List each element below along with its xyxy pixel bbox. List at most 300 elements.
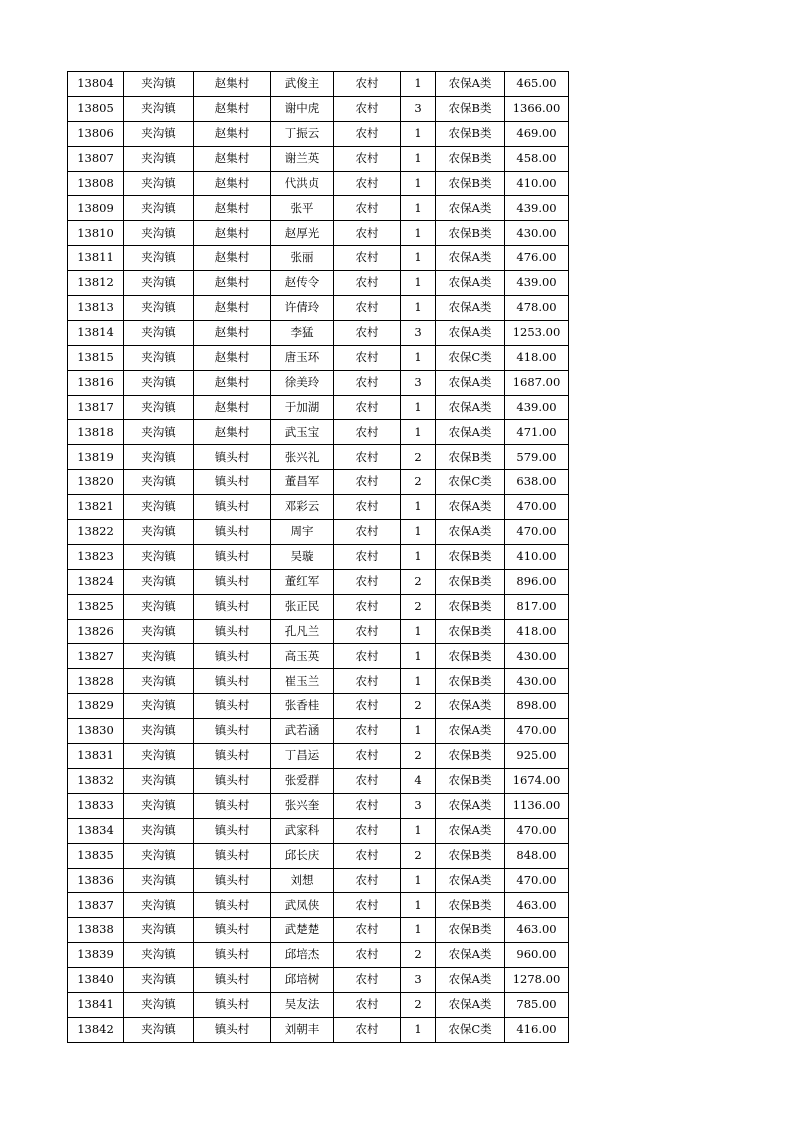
- town-cell: 夹沟镇: [124, 271, 194, 296]
- category-cell: 农保A类: [436, 72, 505, 97]
- village-cell: 镇头村: [194, 893, 271, 918]
- category-cell: 农保B类: [436, 445, 505, 470]
- member-count-cell: 3: [401, 968, 436, 993]
- household-type-cell: 农村: [334, 893, 401, 918]
- name-cell: 邱长庆: [271, 843, 334, 868]
- town-cell: 夹沟镇: [124, 644, 194, 669]
- village-cell: 镇头村: [194, 719, 271, 744]
- category-cell: 农保A类: [436, 943, 505, 968]
- table-row: [68, 420, 569, 445]
- table-row: [68, 544, 569, 569]
- household-type-cell: 农村: [334, 196, 401, 221]
- table-row: [68, 495, 569, 520]
- member-count-cell: 1: [401, 121, 436, 146]
- member-count-cell: 2: [401, 470, 436, 495]
- amount-cell: 1366.00: [505, 96, 569, 121]
- record-id-cell: 13817: [68, 395, 124, 420]
- household-type-cell: 农村: [334, 470, 401, 495]
- amount-cell: 960.00: [505, 943, 569, 968]
- table-row: [68, 121, 569, 146]
- table-row: [68, 221, 569, 246]
- category-cell: 农保A类: [436, 968, 505, 993]
- category-cell: 农保A类: [436, 196, 505, 221]
- category-cell: 农保B类: [436, 569, 505, 594]
- member-count-cell: 2: [401, 694, 436, 719]
- category-cell: 农保B类: [436, 619, 505, 644]
- category-cell: 农保B类: [436, 918, 505, 943]
- record-id-cell: 13830: [68, 719, 124, 744]
- name-cell: 谢兰英: [271, 146, 334, 171]
- category-cell: 农保B类: [436, 744, 505, 769]
- category-cell: 农保B类: [436, 544, 505, 569]
- village-cell: 镇头村: [194, 768, 271, 793]
- table-row: [68, 744, 569, 769]
- category-cell: 农保B类: [436, 843, 505, 868]
- record-id-cell: 13809: [68, 196, 124, 221]
- category-cell: 农保A类: [436, 520, 505, 545]
- amount-cell: 463.00: [505, 918, 569, 943]
- category-cell: 农保C类: [436, 345, 505, 370]
- village-cell: 赵集村: [194, 221, 271, 246]
- household-type-cell: 农村: [334, 221, 401, 246]
- amount-cell: 458.00: [505, 146, 569, 171]
- town-cell: 夹沟镇: [124, 569, 194, 594]
- amount-cell: 579.00: [505, 445, 569, 470]
- name-cell: 武若涵: [271, 719, 334, 744]
- table-row: [68, 296, 569, 321]
- member-count-cell: 1: [401, 644, 436, 669]
- amount-cell: 469.00: [505, 121, 569, 146]
- village-cell: 镇头村: [194, 470, 271, 495]
- record-id-cell: 13831: [68, 744, 124, 769]
- village-cell: 镇头村: [194, 644, 271, 669]
- member-count-cell: 2: [401, 445, 436, 470]
- household-type-cell: 农村: [334, 968, 401, 993]
- category-cell: 农保C类: [436, 1017, 505, 1042]
- table-row: [68, 893, 569, 918]
- town-cell: 夹沟镇: [124, 395, 194, 420]
- record-id-cell: 13806: [68, 121, 124, 146]
- member-count-cell: 2: [401, 992, 436, 1017]
- name-cell: 张香桂: [271, 694, 334, 719]
- village-cell: 赵集村: [194, 96, 271, 121]
- member-count-cell: 1: [401, 345, 436, 370]
- category-cell: 农保A类: [436, 370, 505, 395]
- village-cell: 赵集村: [194, 370, 271, 395]
- name-cell: 张平: [271, 196, 334, 221]
- village-cell: 镇头村: [194, 544, 271, 569]
- town-cell: 夹沟镇: [124, 594, 194, 619]
- household-type-cell: 农村: [334, 768, 401, 793]
- record-id-cell: 13835: [68, 843, 124, 868]
- household-type-cell: 农村: [334, 818, 401, 843]
- table-body: [68, 72, 569, 1043]
- member-count-cell: 1: [401, 196, 436, 221]
- member-count-cell: 1: [401, 296, 436, 321]
- category-cell: 农保A类: [436, 793, 505, 818]
- village-cell: 赵集村: [194, 395, 271, 420]
- village-cell: 镇头村: [194, 445, 271, 470]
- records-table: [67, 71, 569, 1043]
- village-cell: 镇头村: [194, 669, 271, 694]
- record-id-cell: 13824: [68, 569, 124, 594]
- table-row: [68, 271, 569, 296]
- town-cell: 夹沟镇: [124, 171, 194, 196]
- amount-cell: 1278.00: [505, 968, 569, 993]
- town-cell: 夹沟镇: [124, 968, 194, 993]
- amount-cell: 410.00: [505, 544, 569, 569]
- record-id-cell: 13834: [68, 818, 124, 843]
- village-cell: 赵集村: [194, 246, 271, 271]
- amount-cell: 1674.00: [505, 768, 569, 793]
- name-cell: 刘想: [271, 868, 334, 893]
- household-type-cell: 农村: [334, 544, 401, 569]
- village-cell: 赵集村: [194, 171, 271, 196]
- household-type-cell: 农村: [334, 719, 401, 744]
- amount-cell: 1136.00: [505, 793, 569, 818]
- name-cell: 张兴奎: [271, 793, 334, 818]
- household-type-cell: 农村: [334, 594, 401, 619]
- name-cell: 张兴礼: [271, 445, 334, 470]
- table-row: [68, 171, 569, 196]
- record-id-cell: 13836: [68, 868, 124, 893]
- table-row: [68, 370, 569, 395]
- name-cell: 张丽: [271, 246, 334, 271]
- town-cell: 夹沟镇: [124, 544, 194, 569]
- amount-cell: 848.00: [505, 843, 569, 868]
- town-cell: 夹沟镇: [124, 296, 194, 321]
- category-cell: 农保B类: [436, 669, 505, 694]
- member-count-cell: 2: [401, 843, 436, 868]
- name-cell: 吴友法: [271, 992, 334, 1017]
- village-cell: 镇头村: [194, 569, 271, 594]
- member-count-cell: 1: [401, 520, 436, 545]
- village-cell: 赵集村: [194, 296, 271, 321]
- town-cell: 夹沟镇: [124, 72, 194, 97]
- town-cell: 夹沟镇: [124, 943, 194, 968]
- record-id-cell: 13828: [68, 669, 124, 694]
- member-count-cell: 1: [401, 918, 436, 943]
- name-cell: 丁振云: [271, 121, 334, 146]
- amount-cell: 470.00: [505, 719, 569, 744]
- amount-cell: 896.00: [505, 569, 569, 594]
- amount-cell: 418.00: [505, 619, 569, 644]
- household-type-cell: 农村: [334, 72, 401, 97]
- category-cell: 农保B类: [436, 96, 505, 121]
- village-cell: 赵集村: [194, 320, 271, 345]
- table-row: [68, 146, 569, 171]
- village-cell: 镇头村: [194, 918, 271, 943]
- member-count-cell: 3: [401, 370, 436, 395]
- amount-cell: 470.00: [505, 868, 569, 893]
- town-cell: 夹沟镇: [124, 121, 194, 146]
- table-row: [68, 669, 569, 694]
- table-row: [68, 96, 569, 121]
- village-cell: 赵集村: [194, 146, 271, 171]
- town-cell: 夹沟镇: [124, 669, 194, 694]
- member-count-cell: 3: [401, 793, 436, 818]
- member-count-cell: 1: [401, 868, 436, 893]
- village-cell: 镇头村: [194, 793, 271, 818]
- village-cell: 赵集村: [194, 121, 271, 146]
- town-cell: 夹沟镇: [124, 818, 194, 843]
- table-row: [68, 1017, 569, 1042]
- table-row: [68, 943, 569, 968]
- household-type-cell: 农村: [334, 868, 401, 893]
- village-cell: 镇头村: [194, 619, 271, 644]
- record-id-cell: 13816: [68, 370, 124, 395]
- record-id-cell: 13827: [68, 644, 124, 669]
- amount-cell: 1687.00: [505, 370, 569, 395]
- record-id-cell: 13842: [68, 1017, 124, 1042]
- record-id-cell: 13818: [68, 420, 124, 445]
- record-id-cell: 13805: [68, 96, 124, 121]
- record-id-cell: 13814: [68, 320, 124, 345]
- household-type-cell: 农村: [334, 744, 401, 769]
- amount-cell: 439.00: [505, 271, 569, 296]
- record-id-cell: 13823: [68, 544, 124, 569]
- record-id-cell: 13815: [68, 345, 124, 370]
- record-id-cell: 13825: [68, 594, 124, 619]
- town-cell: 夹沟镇: [124, 992, 194, 1017]
- table-row: [68, 644, 569, 669]
- record-id-cell: 13807: [68, 146, 124, 171]
- table-row: [68, 719, 569, 744]
- town-cell: 夹沟镇: [124, 470, 194, 495]
- household-type-cell: 农村: [334, 320, 401, 345]
- village-cell: 镇头村: [194, 594, 271, 619]
- table-row: [68, 694, 569, 719]
- village-cell: 赵集村: [194, 72, 271, 97]
- name-cell: 张爱群: [271, 768, 334, 793]
- name-cell: 武凤侠: [271, 893, 334, 918]
- household-type-cell: 农村: [334, 395, 401, 420]
- record-id-cell: 13819: [68, 445, 124, 470]
- town-cell: 夹沟镇: [124, 345, 194, 370]
- amount-cell: 416.00: [505, 1017, 569, 1042]
- village-cell: 镇头村: [194, 694, 271, 719]
- town-cell: 夹沟镇: [124, 320, 194, 345]
- amount-cell: 476.00: [505, 246, 569, 271]
- table-row: [68, 818, 569, 843]
- member-count-cell: 3: [401, 320, 436, 345]
- town-cell: 夹沟镇: [124, 1017, 194, 1042]
- village-cell: 镇头村: [194, 992, 271, 1017]
- record-id-cell: 13821: [68, 495, 124, 520]
- village-cell: 镇头村: [194, 868, 271, 893]
- member-count-cell: 1: [401, 420, 436, 445]
- village-cell: 镇头村: [194, 943, 271, 968]
- name-cell: 许倩玲: [271, 296, 334, 321]
- member-count-cell: 1: [401, 246, 436, 271]
- village-cell: 镇头村: [194, 495, 271, 520]
- name-cell: 张正民: [271, 594, 334, 619]
- village-cell: 赵集村: [194, 420, 271, 445]
- household-type-cell: 农村: [334, 843, 401, 868]
- name-cell: 董红军: [271, 569, 334, 594]
- table-row: [68, 843, 569, 868]
- household-type-cell: 农村: [334, 569, 401, 594]
- member-count-cell: 1: [401, 1017, 436, 1042]
- record-id-cell: 13804: [68, 72, 124, 97]
- village-cell: 赵集村: [194, 271, 271, 296]
- record-id-cell: 13841: [68, 992, 124, 1017]
- category-cell: 农保B类: [436, 171, 505, 196]
- household-type-cell: 农村: [334, 1017, 401, 1042]
- amount-cell: 1253.00: [505, 320, 569, 345]
- category-cell: 农保A类: [436, 868, 505, 893]
- table-row: [68, 918, 569, 943]
- town-cell: 夹沟镇: [124, 420, 194, 445]
- name-cell: 代洪贞: [271, 171, 334, 196]
- name-cell: 唐玉环: [271, 345, 334, 370]
- household-type-cell: 农村: [334, 121, 401, 146]
- town-cell: 夹沟镇: [124, 918, 194, 943]
- member-count-cell: 2: [401, 943, 436, 968]
- table-row: [68, 968, 569, 993]
- amount-cell: 439.00: [505, 196, 569, 221]
- table-row: [68, 768, 569, 793]
- table-row: [68, 569, 569, 594]
- record-id-cell: 13837: [68, 893, 124, 918]
- record-id-cell: 13840: [68, 968, 124, 993]
- household-type-cell: 农村: [334, 146, 401, 171]
- household-type-cell: 农村: [334, 246, 401, 271]
- name-cell: 谢中虎: [271, 96, 334, 121]
- record-id-cell: 13812: [68, 271, 124, 296]
- category-cell: 农保B类: [436, 644, 505, 669]
- town-cell: 夹沟镇: [124, 520, 194, 545]
- member-count-cell: 3: [401, 96, 436, 121]
- category-cell: 农保A类: [436, 694, 505, 719]
- household-type-cell: 农村: [334, 271, 401, 296]
- member-count-cell: 1: [401, 818, 436, 843]
- town-cell: 夹沟镇: [124, 719, 194, 744]
- member-count-cell: 1: [401, 72, 436, 97]
- amount-cell: 463.00: [505, 893, 569, 918]
- name-cell: 吴璇: [271, 544, 334, 569]
- household-type-cell: 农村: [334, 445, 401, 470]
- household-type-cell: 农村: [334, 992, 401, 1017]
- village-cell: 镇头村: [194, 1017, 271, 1042]
- town-cell: 夹沟镇: [124, 370, 194, 395]
- member-count-cell: 2: [401, 744, 436, 769]
- amount-cell: 465.00: [505, 72, 569, 97]
- amount-cell: 785.00: [505, 992, 569, 1017]
- category-cell: 农保B类: [436, 768, 505, 793]
- name-cell: 于加湖: [271, 395, 334, 420]
- category-cell: 农保A类: [436, 296, 505, 321]
- amount-cell: 925.00: [505, 744, 569, 769]
- name-cell: 孔凡兰: [271, 619, 334, 644]
- household-type-cell: 农村: [334, 420, 401, 445]
- town-cell: 夹沟镇: [124, 495, 194, 520]
- member-count-cell: 4: [401, 768, 436, 793]
- amount-cell: 471.00: [505, 420, 569, 445]
- name-cell: 丁昌运: [271, 744, 334, 769]
- town-cell: 夹沟镇: [124, 96, 194, 121]
- household-type-cell: 农村: [334, 943, 401, 968]
- table-row: [68, 992, 569, 1017]
- name-cell: 武俊主: [271, 72, 334, 97]
- town-cell: 夹沟镇: [124, 196, 194, 221]
- town-cell: 夹沟镇: [124, 793, 194, 818]
- table-row: [68, 470, 569, 495]
- amount-cell: 817.00: [505, 594, 569, 619]
- amount-cell: 430.00: [505, 644, 569, 669]
- town-cell: 夹沟镇: [124, 246, 194, 271]
- member-count-cell: 1: [401, 619, 436, 644]
- town-cell: 夹沟镇: [124, 694, 194, 719]
- member-count-cell: 1: [401, 669, 436, 694]
- household-type-cell: 农村: [334, 296, 401, 321]
- table-row: [68, 793, 569, 818]
- name-cell: 徐美玲: [271, 370, 334, 395]
- record-id-cell: 13810: [68, 221, 124, 246]
- amount-cell: 430.00: [505, 221, 569, 246]
- household-type-cell: 农村: [334, 345, 401, 370]
- village-cell: 镇头村: [194, 818, 271, 843]
- village-cell: 赵集村: [194, 196, 271, 221]
- category-cell: 农保B类: [436, 146, 505, 171]
- amount-cell: 439.00: [505, 395, 569, 420]
- category-cell: 农保B类: [436, 594, 505, 619]
- table-row: [68, 619, 569, 644]
- name-cell: 董昌军: [271, 470, 334, 495]
- category-cell: 农保A类: [436, 271, 505, 296]
- table-row: [68, 345, 569, 370]
- table-row: [68, 246, 569, 271]
- member-count-cell: 1: [401, 893, 436, 918]
- member-count-cell: 1: [401, 271, 436, 296]
- table-row: [68, 445, 569, 470]
- record-id-cell: 13839: [68, 943, 124, 968]
- amount-cell: 430.00: [505, 669, 569, 694]
- table-row: [68, 395, 569, 420]
- record-id-cell: 13826: [68, 619, 124, 644]
- household-type-cell: 农村: [334, 793, 401, 818]
- member-count-cell: 1: [401, 495, 436, 520]
- member-count-cell: 1: [401, 395, 436, 420]
- table-row: [68, 320, 569, 345]
- member-count-cell: 1: [401, 171, 436, 196]
- name-cell: 邱培杰: [271, 943, 334, 968]
- household-type-cell: 农村: [334, 520, 401, 545]
- town-cell: 夹沟镇: [124, 445, 194, 470]
- town-cell: 夹沟镇: [124, 744, 194, 769]
- table-row: [68, 196, 569, 221]
- village-cell: 镇头村: [194, 843, 271, 868]
- record-id-cell: 13833: [68, 793, 124, 818]
- name-cell: 周宇: [271, 520, 334, 545]
- category-cell: 农保A类: [436, 992, 505, 1017]
- member-count-cell: 1: [401, 719, 436, 744]
- table-row: [68, 72, 569, 97]
- town-cell: 夹沟镇: [124, 768, 194, 793]
- name-cell: 赵厚光: [271, 221, 334, 246]
- household-type-cell: 农村: [334, 918, 401, 943]
- name-cell: 崔玉兰: [271, 669, 334, 694]
- amount-cell: 470.00: [505, 495, 569, 520]
- name-cell: 邱培树: [271, 968, 334, 993]
- town-cell: 夹沟镇: [124, 868, 194, 893]
- name-cell: 武家科: [271, 818, 334, 843]
- town-cell: 夹沟镇: [124, 146, 194, 171]
- record-id-cell: 13822: [68, 520, 124, 545]
- town-cell: 夹沟镇: [124, 221, 194, 246]
- member-count-cell: 1: [401, 221, 436, 246]
- name-cell: 李猛: [271, 320, 334, 345]
